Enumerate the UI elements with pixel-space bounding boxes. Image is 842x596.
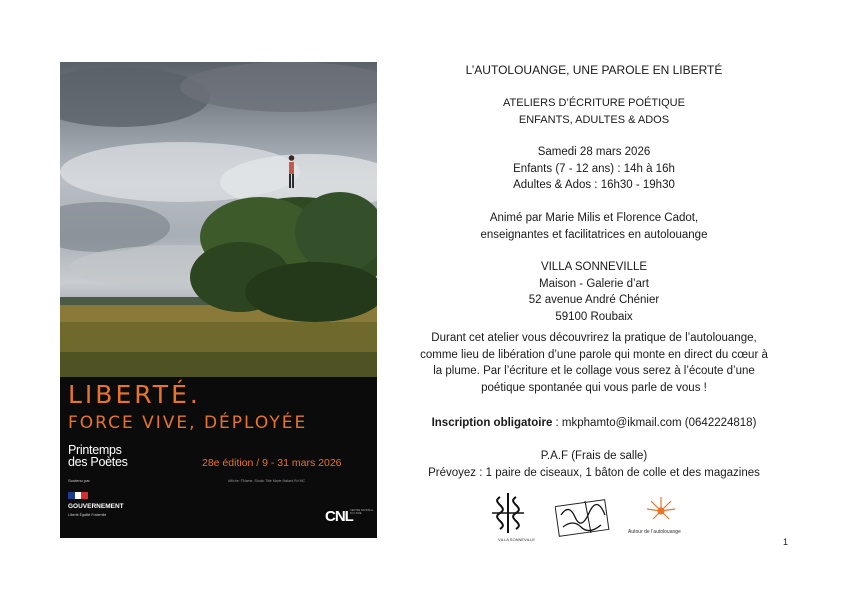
- anim-line2: enseignantes et facilitatrices en autolouange: [480, 228, 708, 241]
- venue-name: VILLA SONNEVILLE: [540, 261, 648, 273]
- villa-logo-text: VILLA SONNEVILLE: [498, 537, 535, 542]
- landscape-illustration: [60, 62, 377, 377]
- page-number: 1: [783, 537, 789, 547]
- workshop-line1: ATELIERS D’ÉCRITURE POÉTIQUE: [503, 97, 685, 109]
- kids-schedule: [395, 161, 793, 178]
- poster-edition: 28e édition / 9 - 31 mars 2026: [202, 457, 342, 469]
- poster-soutien: Soutenu par: [68, 478, 90, 483]
- printemps-logo-line2: des Poètes: [68, 455, 128, 469]
- desc-line4: poétique spontanée qui vous parle de vous !: [481, 381, 707, 394]
- workshop-line2: ENFANTS, ADULTES & ADOS: [518, 113, 670, 126]
- event-date: Samedi 28 mars 2026: [537, 146, 651, 158]
- kids-label: Enfants (7 - 12 ans): [513, 162, 615, 175]
- paf-line2: Prévoyez : 1 paire de ciseaux, 1 bâton de colle et des magazines: [428, 466, 760, 479]
- gov-label: GOUVERNEMENT: [68, 503, 124, 510]
- paf-block: [395, 448, 793, 481]
- gov-motto: Liberté Égalité Fraternité: [68, 513, 107, 517]
- venue-line2: Maison - Galerie d’art: [539, 277, 649, 290]
- poster-photo: [60, 62, 377, 377]
- adults-time: : 16h30 - 19h30: [591, 179, 675, 191]
- registration-label: Inscription obligatoire: [431, 417, 553, 429]
- autour-logo-text: Autour de l’autolouange: [628, 529, 681, 535]
- poster-credit: Affiche: ©Name, Studio Title Marie Malard Rd MC: [228, 479, 306, 483]
- adults-schedule: [395, 177, 793, 194]
- printemps-logo: [68, 444, 128, 468]
- facilitators-block: [395, 210, 793, 243]
- cnl-logo: CNL: [325, 508, 353, 525]
- flyer-title: L’AUTOLOUANGE, UNE PAROLE EN LIBERTÉ: [465, 63, 723, 77]
- desc-line3: la plume. Par l’écriture et le collage vous serez à l’écoute d’une: [433, 365, 755, 377]
- venue-line4: 59100 Roubaix: [555, 310, 633, 323]
- venue-block: [395, 259, 793, 325]
- autour-autolouange-logo: [626, 493, 696, 543]
- anim-line1: Animé par Marie Milis et Florence Cadot,: [489, 212, 699, 224]
- desc-line2: comme lieu de libération d’une parole qui monte en direct du cœur à: [420, 348, 768, 361]
- adults-label: Adultes & Ados: [513, 179, 592, 191]
- villa-sonneville-logo: [486, 493, 546, 543]
- signature-icon: [555, 493, 610, 538]
- french-flag-icon: [68, 492, 88, 499]
- poster-title: LIBERTÉ.: [68, 380, 201, 409]
- schedule-block: [395, 144, 793, 194]
- registration-contact: : mkphamto@ikmail.com (0642224818): [552, 417, 757, 429]
- kids-time: : 14h à 16h: [614, 162, 675, 175]
- villa-sonneville-icon: [486, 493, 546, 535]
- cnl-subtitle: CENTRE NATIONAL DU LIVRE: [350, 509, 374, 515]
- registration-line: [395, 415, 793, 432]
- poster-subtitle: FORCE VIVE, DÉPLOYÉE: [68, 413, 308, 433]
- paf-line1: P.A.F (Frais de salle): [540, 450, 648, 462]
- printemps-logo-line1: Printemps: [68, 443, 122, 457]
- desc-line1: Durant cet atelier vous découvrirez la pratique de l’autolouange,: [431, 332, 757, 344]
- description-block: [395, 330, 793, 396]
- venue-line3: 52 avenue André Chénier: [528, 294, 660, 306]
- event-poster: [60, 62, 377, 538]
- workshop-heading: [395, 95, 793, 128]
- autolouange-signature-logo: [555, 493, 610, 543]
